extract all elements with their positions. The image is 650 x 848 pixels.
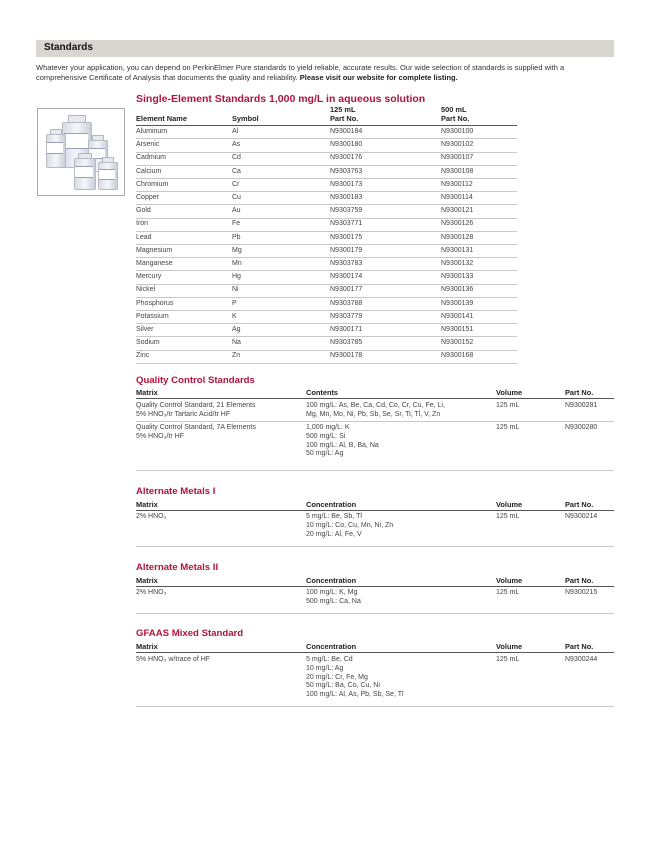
single-row-part-125ml: N9300176 <box>330 154 363 162</box>
qc-title: Quality Control Standards <box>136 375 255 386</box>
gfaas-col-part: Part No. <box>565 642 594 651</box>
single-row-symbol: Ca <box>232 167 241 175</box>
single-element-title: Single-Element Standards 1,000 mg/L in aqueous solution <box>136 93 426 105</box>
single-row-element-name: Zinc <box>136 352 150 360</box>
single-row-element-name: Arsenic <box>136 141 160 149</box>
gfaas-matrix: 5% HNO₃ w/trace of HF <box>136 656 211 663</box>
single-row-element-name: Manganese <box>136 260 173 267</box>
single-row-part-125ml: N9303763 <box>330 167 363 175</box>
row-divider <box>136 231 517 232</box>
row-divider <box>136 165 517 166</box>
single-row-part-500ml: N9300133 <box>441 273 474 281</box>
qc-col-matrix: Matrix <box>136 388 158 397</box>
alt2-part: N9300215 <box>565 589 598 596</box>
single-row-symbol: Al <box>232 128 239 135</box>
alt1-col-part: Part No. <box>565 500 594 509</box>
qc-row1-matrix-name: Quality Control Standard, 21 Elements <box>136 402 256 409</box>
single-row-part-500ml: N9300100 <box>441 128 474 135</box>
row-divider <box>136 270 517 271</box>
single-row-element-name: Calcium <box>136 167 162 175</box>
row-divider <box>136 363 517 364</box>
single-row-part-125ml: N9303783 <box>330 260 363 267</box>
single-row-part-125ml: N9300183 <box>330 194 363 201</box>
col-125ml-top: 125 mL <box>330 105 356 114</box>
qc-row1-contents: 100 mg/L: As, Be, Ca, Cd, Co, Cr, Cu, Fe, Li, Mg, Mn, Mo, Ni, Pb, Sb, Se, Sr, Ti, Tl, V, Zn <box>306 402 445 418</box>
section-title: Standards <box>44 42 93 53</box>
single-row-element-name: Gold <box>136 207 151 215</box>
single-row-part-500ml: N9300141 <box>441 312 474 320</box>
col-element-name: Element Name <box>136 114 187 123</box>
single-row-part-500ml: N9300112 <box>441 180 473 188</box>
single-row-element-name: Cadmium <box>136 154 166 162</box>
single-row-symbol: Mg <box>232 246 242 254</box>
gfaas-concentration: 5 mg/L: Be, Cd 10 mg/L: Ag 20 mg/L: Cr, Fe, Mg 50 mg/L: Ba, Co, Cu, Ni 100 mg/L: Al, As, Pb, Sb, Se, Tl <box>306 656 404 699</box>
alt2-volume: 125 mL <box>496 589 520 596</box>
single-row-symbol: Cu <box>232 194 241 201</box>
product-bottles-image <box>37 108 125 196</box>
gfaas-col-concentration: Concentration <box>306 642 357 651</box>
alt1-volume: 125 mL <box>496 513 520 520</box>
col-500ml-top: 500 mL <box>441 105 467 114</box>
row-divider <box>136 244 517 245</box>
single-row-part-125ml: N9300174 <box>330 273 363 281</box>
qc-row2-part: N9300280 <box>565 424 598 431</box>
alt2-concentration: 100 mg/L: K, Mg 500 mg/L: Ca, Na <box>306 589 361 605</box>
row-divider <box>136 191 517 192</box>
single-row-part-500ml: N9300151 <box>441 326 474 333</box>
qc-row2-volume: 125 mL <box>496 424 520 431</box>
single-row-symbol: Mn <box>232 260 242 267</box>
col-symbol: Symbol <box>232 114 259 123</box>
single-row-part-500ml: N9300102 <box>441 141 474 149</box>
single-row-part-125ml: N9300180 <box>330 141 363 149</box>
col-500ml-part: Part No. <box>441 114 470 123</box>
qc-row2-matrix-name: Quality Control Standard, 7A Elements <box>136 424 256 431</box>
single-row-element-name: Copper <box>136 194 159 201</box>
single-row-symbol: Cr <box>232 180 240 188</box>
alt2-col-volume: Volume <box>496 576 523 585</box>
qc-col-contents: Contents <box>306 388 339 397</box>
single-row-part-500ml: N9300136 <box>441 286 474 294</box>
single-row-part-500ml: N9300114 <box>441 194 473 201</box>
single-row-element-name: Silver <box>136 326 154 333</box>
single-row-symbol: Fe <box>232 220 241 228</box>
row-divider <box>136 350 517 351</box>
single-row-symbol: K <box>232 312 237 320</box>
alt2-title: Alternate Metals II <box>136 562 219 573</box>
section-header-bar <box>36 40 614 57</box>
single-row-element-name: Aluminum <box>136 128 168 135</box>
single-row-part-500ml: N9300121 <box>441 207 474 215</box>
intro-website-note: Please visit our website for complete listing. <box>299 73 458 82</box>
single-row-element-name: Magnesium <box>136 246 173 254</box>
alt2-col-concentration: Concentration <box>306 576 357 585</box>
single-row-symbol: Pb <box>232 233 241 241</box>
gfaas-title: GFAAS Mixed Standard <box>136 628 244 639</box>
alt1-col-matrix: Matrix <box>136 500 158 509</box>
single-row-symbol: Ag <box>232 326 241 333</box>
single-row-part-125ml: N9303788 <box>330 299 363 307</box>
single-row-part-125ml: N9300179 <box>330 246 363 254</box>
single-row-part-125ml: N9300184 <box>330 128 363 135</box>
row-divider <box>136 152 517 153</box>
single-row-element-name: Mercury <box>136 273 162 281</box>
single-row-part-500ml: N9300128 <box>441 233 474 241</box>
intro-text: Whatever your application, you can depend on PerkinElmer Pure standards to yield reliable, accurate results. Our wide selection of standards is supplied with a comprehensive Certificate of Analysis that documents the quality and reliability. <box>36 63 565 82</box>
alt1-concentration: 5 mg/L: Be, Sb, Tl 10 mg/L: Co, Cu, Mn, Ni, Zn 20 mg/L: Al, Fe, V <box>306 513 394 538</box>
single-row-element-name: Lead <box>136 233 152 241</box>
row-divider <box>136 336 517 337</box>
single-row-symbol: As <box>232 141 241 149</box>
single-row-part-500ml: N9300107 <box>441 154 474 162</box>
col-125ml-part: Part No. <box>330 114 359 123</box>
single-row-part-125ml: N9303785 <box>330 339 363 347</box>
gfaas-part: N9300244 <box>565 656 598 663</box>
row-divider <box>136 178 517 179</box>
alt1-col-concentration: Concentration <box>306 500 357 509</box>
single-row-part-125ml: N9303771 <box>330 220 363 228</box>
single-row-part-125ml: N9300175 <box>330 233 363 241</box>
single-row-symbol: Ni <box>232 286 239 294</box>
alt2-col-part: Part No. <box>565 576 594 585</box>
row-divider <box>136 204 517 205</box>
row-divider <box>136 310 517 311</box>
row-divider <box>136 257 517 258</box>
row-divider <box>136 297 517 298</box>
single-row-part-500ml: N9300131 <box>441 246 474 254</box>
qc-row2-matrix-acid: 5% HNO₃/tr HF <box>136 433 184 440</box>
single-row-part-125ml: N9300173 <box>330 180 363 188</box>
single-row-symbol: P <box>232 299 237 307</box>
single-row-part-125ml: N9303779 <box>330 312 363 320</box>
single-row-element-name: Sodium <box>136 339 160 347</box>
single-row-part-500ml: N9300152 <box>441 339 474 347</box>
gfaas-volume: 125 mL <box>496 656 520 663</box>
alt1-title: Alternate Metals I <box>136 486 216 497</box>
row-divider <box>136 284 517 285</box>
qc-row1-volume: 125 mL <box>496 402 520 409</box>
alt1-matrix: 2% HNO₃ <box>136 513 167 520</box>
qc-col-volume: Volume <box>496 388 523 397</box>
alt1-part: N9300214 <box>565 513 598 520</box>
single-row-part-500ml: N9300168 <box>441 352 474 360</box>
qc-col-part: Part No. <box>565 388 594 397</box>
intro-paragraph <box>36 63 616 83</box>
single-row-part-125ml: N9300177 <box>330 286 363 294</box>
gfaas-col-volume: Volume <box>496 642 523 651</box>
gfaas-col-matrix: Matrix <box>136 642 158 651</box>
single-row-part-500ml: N9300108 <box>441 167 474 175</box>
alt2-col-matrix: Matrix <box>136 576 158 585</box>
qc-row2-contents: 1,000 mg/L: K 500 mg/L: Si 100 mg/L: Al, B, Ba, Na 50 mg/L: Ag <box>306 424 379 458</box>
single-row-element-name: Chromium <box>136 180 169 188</box>
single-row-symbol: Na <box>232 339 241 347</box>
single-row-part-125ml: N9303759 <box>330 207 363 215</box>
single-row-element-name: Potassium <box>136 312 169 320</box>
single-row-symbol: Hg <box>232 273 241 281</box>
single-row-part-500ml: N9300126 <box>441 220 474 228</box>
single-row-element-name: Iron <box>136 220 149 228</box>
single-row-symbol: Zn <box>232 352 241 360</box>
single-row-symbol: Au <box>232 207 241 215</box>
alt2-matrix: 2% HNO₃ <box>136 589 167 596</box>
row-divider <box>136 138 517 139</box>
row-divider <box>136 323 517 324</box>
single-row-symbol: Cd <box>232 154 241 162</box>
single-row-part-500ml: N9300132 <box>441 260 474 267</box>
qc-row1-part: N9300281 <box>565 402 598 409</box>
alt1-col-volume: Volume <box>496 500 523 509</box>
qc-row1-matrix-acid: 5% HNO₃/tr Tartaric Acid/tr HF <box>136 411 231 418</box>
single-row-part-125ml: N9300178 <box>330 352 363 360</box>
single-row-element-name: Phosphorus <box>136 299 174 307</box>
single-row-element-name: Nickel <box>136 286 156 294</box>
single-row-part-125ml: N9300171 <box>330 326 363 333</box>
single-row-part-500ml: N9300139 <box>441 299 474 307</box>
row-divider <box>136 218 517 219</box>
